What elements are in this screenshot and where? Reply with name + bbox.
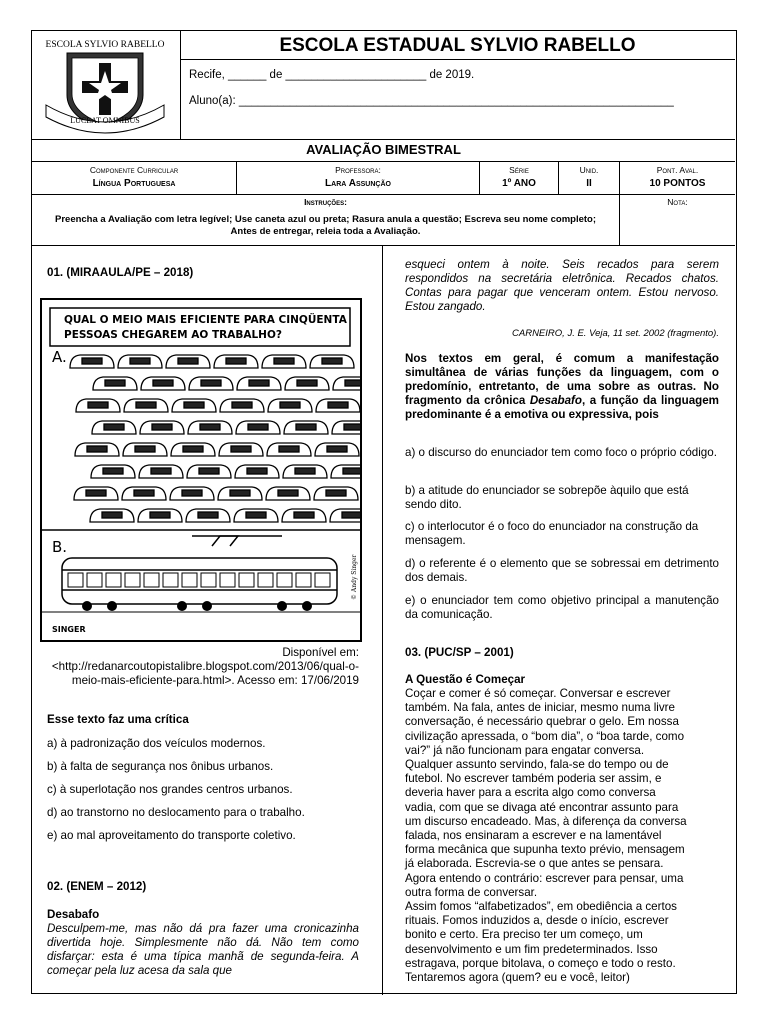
field-value: Língua Portuguesa [92, 178, 176, 189]
q3-text [405, 687, 725, 985]
q2-option-b[interactable]: b) a atitude do enunciador se sobrepõe àquilo que está sendo dito. [405, 484, 689, 511]
field-label: Componente Curricular [89, 165, 179, 175]
q2-option-c[interactable]: c) o interlocutor é o foco do enunciador na construção da mensagem. [405, 520, 699, 547]
svg-text:PESSOAS CHEGAREM AO TRABALHO?: PESSOAS CHEGAREM AO TRABALHO? [64, 329, 282, 341]
field-grade [480, 161, 559, 195]
field-label: Série [509, 165, 529, 175]
q3-text-line: vai?” já não funcionam para engatar conversa. [405, 743, 645, 757]
field-component [32, 161, 237, 195]
field-points [620, 161, 735, 195]
q3-text-line: civilização apressada, o “bom dia”, o “boa tarde, como [405, 729, 685, 743]
q3-text-line: conversação, é necessário quebrar o gelo. Em nossa [405, 715, 679, 729]
instructions [32, 195, 620, 245]
q3-text-line: desenvolvimento e um fim predeterminados. Isso [405, 942, 658, 956]
traffic-cartoon-icon [42, 300, 360, 640]
q3-text-line: vadia, com que se divaga até encontrar assunto para [405, 800, 679, 814]
svg-text:ESCOLA SYLVIO RABELLO: ESCOLA SYLVIO RABELLO [45, 40, 165, 50]
svg-text:A.: A. [52, 348, 67, 366]
q3-text-line: deveria haver para a escrita algo como conversa [405, 786, 656, 800]
q3-text-line: bonito e certo. Era preciso ter um começo, um [405, 928, 643, 942]
q3-text-line: forma mecânica que supunha texto prévio, mensagem [405, 843, 685, 857]
field-value: Lara Assunção [325, 178, 391, 189]
field-label: Professora: [335, 165, 381, 175]
field-value: 10 PONTOS [649, 178, 706, 189]
q2-stem: Nos textos em geral, é comum a manifestação simultânea de várias funções da linguagem, com o predomínio, entretanto, de uma sobre as outras. No fragmento da crônica Desabafo, a função da linguagem predominante é a emotiva ou expressiva, pois [405, 352, 719, 421]
date-line[interactable]: Recife, ______ de ______________________ de 2019. [189, 69, 475, 81]
q1-option-d[interactable]: d) ao transtorno no deslocamento para o trabalho. [47, 806, 305, 819]
field-value: 1º ANO [502, 178, 536, 189]
field-value: II [586, 178, 592, 189]
q3-text-line: Agora entendo o contrário: escrever para pensar, uma [405, 871, 684, 885]
school-name: ESCOLA ESTADUAL SYLVIO RABELLO [180, 31, 735, 60]
q1-heading: 01. (MIRAAULA/PE – 2018) [47, 266, 194, 279]
q3-text-line: outra forma de conversar. [405, 885, 538, 899]
school-logo [32, 31, 181, 139]
grade-box[interactable] [620, 195, 735, 245]
q3-text-line: Assim fomos “alfabetizados”, em obediência a certos [405, 900, 677, 914]
column-divider [382, 245, 383, 995]
q3-text-title: A Questão é Começar [405, 673, 526, 686]
q1-cartoon [40, 298, 362, 642]
q3-text-line: já elaborada. Escrevia-se o que antes se pensara. [405, 857, 664, 871]
field-label: Pont. Aval. [656, 165, 699, 175]
svg-text:SINGER: SINGER [52, 625, 86, 634]
q1-option-b[interactable]: b) à falta de segurança nos ônibus urbanos. [47, 760, 274, 773]
q2-option-d[interactable]: d) o referente é o elemento que se sobressai em detrimento dos demais. [405, 557, 719, 584]
q3-text-line: Qualquer assunto servindo, fala-se do tempo ou de [405, 758, 669, 772]
q3-text-line: falada, nos ensinaram a escrever e na lamentável [405, 829, 662, 843]
field-unit [559, 161, 620, 195]
student-name-line[interactable]: Aluno(a): ____________________________________________________________________ [189, 95, 674, 107]
svg-text:© Andy Singer: © Andy Singer [351, 554, 358, 600]
instructions-text: Preencha a Avaliação com letra legível; Use caneta azul ou preta; Rasura anula a questão; Escreva seu nome completo; Antes de entregar, releia toda a Avaliação. [55, 214, 596, 237]
school-crest-icon [32, 31, 178, 137]
q2-text-part1: Desculpem-me, mas não dá pra fazer uma cronicazinha divertida hoje. Simplesmente não dá. Não tem como disfarçar: esta é uma típica manhã de segunda-feira. A começar pela luz acesa da sala que [47, 922, 359, 977]
q2-text-title: Desabafo [47, 908, 100, 921]
q1-option-a[interactable]: a) à padronização dos veículos modernos. [47, 737, 266, 750]
q2-heading: 02. (ENEM – 2012) [47, 880, 147, 893]
q3-text-line: Tentaremos agora (quem? eu e você, leitor) [405, 971, 630, 985]
grade-label: Nota: [667, 197, 688, 207]
q2-option-e[interactable]: e) o enunciador tem como objetivo principal a manutenção da comunicação. [405, 594, 719, 621]
q3-text-line: estragava, porque bitolava, o começo e todo o resto. [405, 956, 676, 970]
q2-citation: CARNEIRO, J. E. Veja, 11 set. 2002 (fragmento). [512, 328, 719, 339]
header [32, 31, 735, 140]
q1-stem: Esse texto faz uma crítica [47, 713, 189, 726]
instructions-label: Instruções: [304, 197, 347, 207]
exam-title: AVALIAÇÃO BIMESTRAL [32, 139, 735, 162]
q1-option-e[interactable]: e) ao mal aproveitamento do transporte coletivo. [47, 829, 296, 842]
q3-text-line: futebol. No escrever também poderia ser assim, e [405, 772, 662, 786]
field-teacher [237, 161, 480, 195]
svg-text:LUCEAT OMNIBUS: LUCEAT OMNIBUS [70, 116, 140, 125]
q3-text-line: um discurso encadeado. Mas, à diferença da conversa [405, 814, 687, 828]
q3-text-line: Coçar e comer é só começar. Conversar e escrever [405, 687, 671, 700]
q3-text-line: também. Na fala, antes de iniciar, mesmo numa livre [405, 701, 675, 715]
q2-text-part2: esqueci ontem à noite. Seis recados para serem respondidos na secretária eletrônica. Recados chatos. Contas para pagar que venceram ontem. Estou nervoso. Estou zangado. [405, 258, 719, 313]
q1-option-c[interactable]: c) à superlotação nos grandes centros urbanos. [47, 783, 293, 796]
q1-source: Disponível em: <http://redanarcoutopistalibre.blogspot.com/2013/06/qual-o-meio-mais-eficiente-para.html>. Acesso em: 17/06/2019 [51, 646, 359, 687]
svg-text:B.: B. [52, 538, 68, 556]
q3-heading: 03. (PUC/SP – 2001) [405, 646, 514, 659]
q3-text-line: rituais. Fomos induzidos a, desde o início, escrever [405, 914, 669, 928]
divider [32, 245, 735, 246]
svg-text:QUAL O MEIO MAIS EFICIENTE PAR: QUAL O MEIO MAIS EFICIENTE PARA CINQÜENTA [64, 314, 347, 326]
field-label: Unid. [579, 165, 599, 175]
q2-option-a[interactable]: a) o discurso do enunciador tem como foco o próprio código. [405, 446, 717, 459]
